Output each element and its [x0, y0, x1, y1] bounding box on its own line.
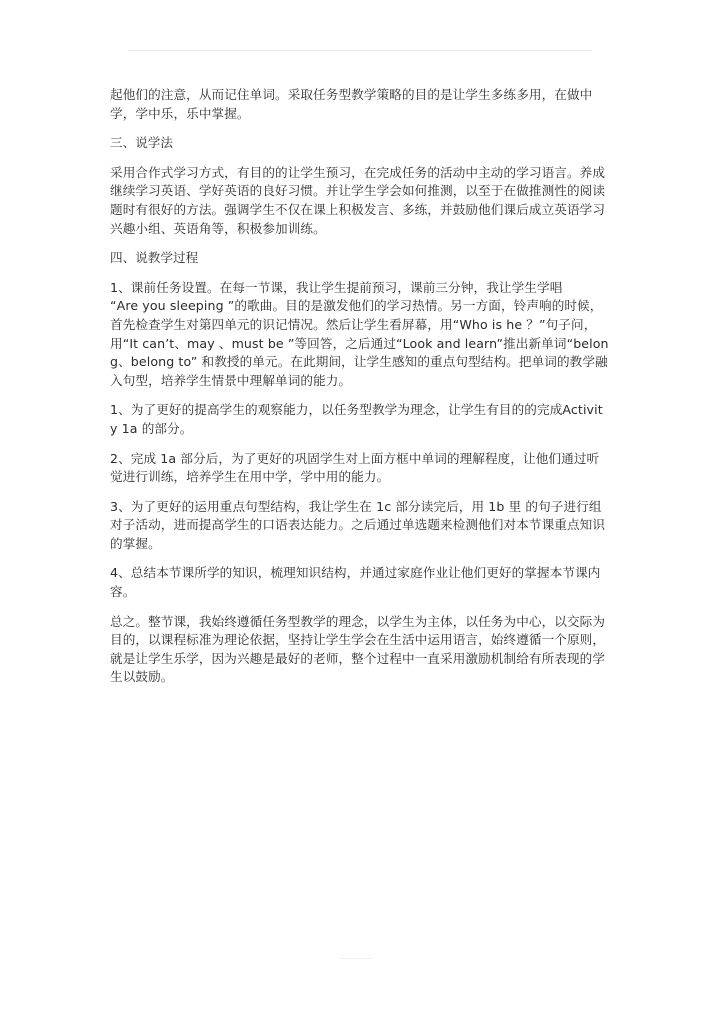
document-body	[110, 86, 610, 687]
paragraph-step-3: 3、为了更好的运用重点句型结构，我让学生在 1c 部分读完后，用 1b 里 的句子进行组对子活动，进而提高学生的口语表达能力。之后通过单选题来检测他们对本节课重点知识的掌握。	[110, 498, 606, 551]
paragraph-learning-method: 采用合作式学习方式，有目的的让学生预习，在完成任务的活动中主动的学习语言。养成继续学习英语、学好英语的良好习惯。并让学生学会如何推测，以至于在做推测性的阅读题时有很好的方法。强调学生不仅在课上积极发言、多练，并鼓励他们课后成立英语学习兴趣小组、英语角等，积极参加训练。	[110, 164, 606, 236]
paragraph-pre-class-task: 1、课前任务设置。在每一节课，我让学生提前预习，课前三分钟，我让学生学唱 “Are you sleeping ”的歌曲。目的是激发他们的学习热情。另一方面，铃声响的时候，首先检查学生对第四单元的识记情况。然后让学生看屏幕，用“Who is he ？”句子问，用“It can’t、may 、must be ”等回答，之后通过“Look and learn”推出新单词“belong、belong to” 和教授的单元。在此期间，让学生感知的重点句型结构。把单词的教学融入句型，培养学生情景中理解单词的能力。	[110, 279, 609, 388]
paragraph-step-1: 1、为了更好的提高学生的观察能力，以任务型教学为理念，让学生有目的的完成Activity 1a 的部分。	[110, 402, 603, 436]
section-heading-teaching-process: 四、说教学过程	[110, 250, 199, 266]
paragraph-step-2: 2、完成 1a 部分后，为了更好的巩固学生对上面方框中单词的理解程度，让他们通过听觉进行训练，培养学生在用中学，学中用的能力。	[110, 450, 600, 485]
paragraph-summary: 总之。整节课，我始终遵循任务型教学的理念，以学生为主体，以任务为中心，以交际为目的，以课程标准为理论依据，坚持让学生学会在生活中运用语言，始终遵循一个原则，就是让学生乐学，因为兴趣是最好的老师，整个过程中一直采用激励机制给有所表现的学生以鼓励。	[110, 613, 606, 685]
footer-mark	[340, 958, 372, 959]
paragraph-step-4: 4、总结本节课所学的知识，梳理知识结构，并通过家庭作业让他们更好的掌握本节课内容。	[110, 565, 601, 600]
section-heading-learning-method: 三、说学法	[110, 135, 173, 151]
paragraph-intro-continuation: 起他们的注意，从而记住单词。采取任务型教学策略的目的是让学生多练多用，在做中学，学中乐，乐中掌握。	[110, 87, 593, 121]
header-divider	[128, 50, 592, 51]
